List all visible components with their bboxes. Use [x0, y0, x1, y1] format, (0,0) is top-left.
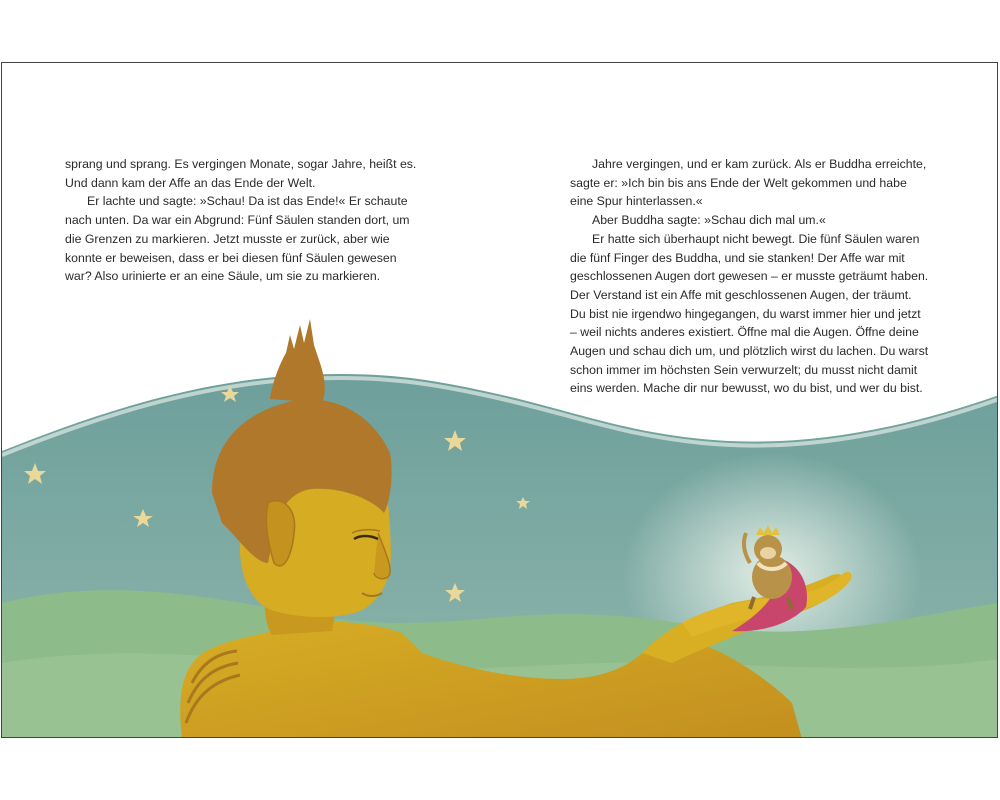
paragraph: Jahre vergingen, und er kam zurück. Als er Buddha erreichte, sagte er: »Ich bin bis ans Ende der Welt gekommen und habe eine Spur hinterlassen.«	[570, 157, 927, 209]
paragraph: sprang und sprang. Es vergingen Monate, sogar Jahre, heißt es. Und dann kam der Affe an das Ende der Welt.	[65, 157, 417, 190]
paragraph: Er hatte sich überhaupt nicht bewegt. Die fünf Säulen waren die fünf Finger des Buddha, und sie stanken! Der Affe war mit geschlossenen Augen dort gewesen – er musste geträumt haben. Der Verstand ist ein Affe mit geschlossenen Augen, der träumt. Du bist nie irgendwo hingegangen, du warst immer hier und jetzt – weil nichts anderes existiert. Öffne mal die Augen. Öffne deine Augen und schau dich um, und plötzlich wirst du lachen. Du warst schon immer im höchsten Sein verwurzelt; du musst nicht damit eins werden. Mache dir nur bewusst, wo du bist, und wer du bist.	[570, 231, 929, 396]
left-page-text	[65, 155, 425, 286]
book-spread	[1, 62, 998, 738]
buddha-topknot	[270, 319, 325, 403]
right-page-text	[570, 155, 930, 398]
paragraph: Aber Buddha sagte: »Schau dich mal um.«	[592, 213, 826, 228]
paragraph: Er lachte und sagte: »Schau! Da ist das Ende!« Er schaute nach unten. Da war ein Abgrund: Fünf Säulen standen dort, um die Grenzen zu markieren. Jetzt musste er zurück, aber wie konnte er beweisen, dass er bei diesen fünf Säulen gewesen war? Also urinierte er an eine Säule, um sie zu markieren.	[65, 194, 410, 284]
